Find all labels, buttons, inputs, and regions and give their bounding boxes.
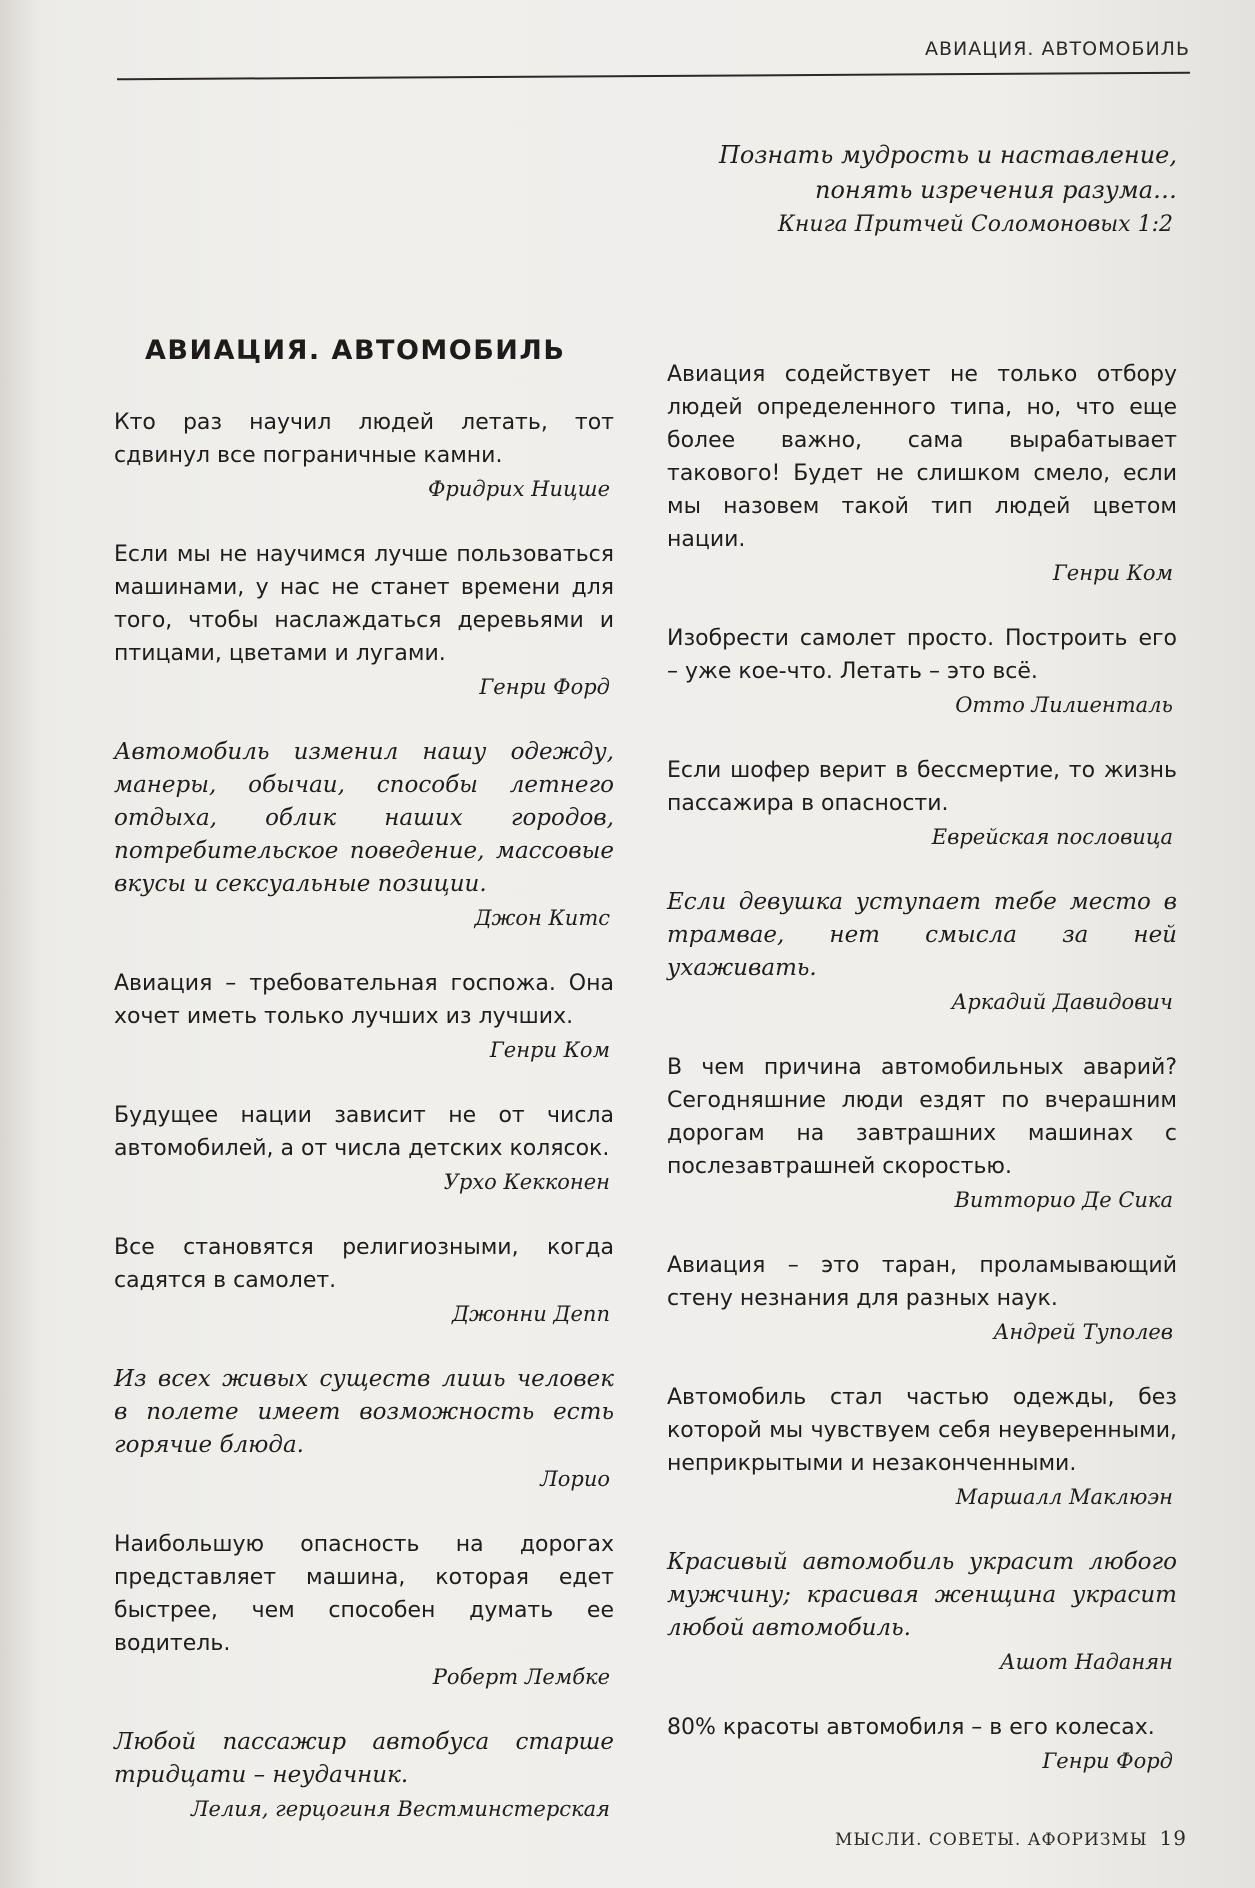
quote-item (114, 736, 614, 933)
footer-book-title: МЫСЛИ. СОВЕТЫ. АФОРИЗМЫ (834, 1830, 1148, 1850)
quote-text: Если мы не научимся лучше пользоваться машинами, у нас не станет времени для того, чтобы наслаждаться деревьями и птицами, цветами и лугами. (114, 542, 614, 666)
quote-author: Лорио (540, 1467, 610, 1491)
quote-author: Генри Форд (479, 675, 610, 699)
quote-item (114, 1099, 614, 1197)
quote-text: Кто раз научил людей летать, тот сдвинул все пограничные камни. (114, 410, 614, 468)
header-rule (117, 72, 1190, 81)
quote-author: Генри Ком (1052, 561, 1173, 585)
quote-item (667, 1546, 1177, 1677)
right-column (667, 138, 1177, 1810)
quote-author: Ашот Наданян (999, 1650, 1173, 1674)
quote-author: Еврейская пословица (931, 825, 1173, 849)
running-header: АВИАЦИЯ. АВТОМОБИЛЬ (925, 38, 1190, 60)
quote-text: Будущее нации зависит не от числа автомобилей, а от числа детских колясок. (114, 1103, 614, 1161)
quote-item (114, 406, 614, 504)
quote-item (114, 1528, 614, 1692)
quote-text: Любой пассажир автобуса старше тридцати – неудачник. (114, 1729, 614, 1788)
quote-author: Джон Китс (474, 906, 610, 930)
left-column (114, 335, 614, 1858)
page-number: 19 (1159, 1826, 1187, 1850)
quote-author: Фридрих Ницше (427, 477, 610, 501)
quote-item (667, 754, 1177, 852)
quote-text: Автомобиль изменил нашу одежду, манеры, обычаи, способы летнего отдыха, облик наших городов, потребительское поведение, массовые вкусы и сексуальные позиции. (114, 739, 614, 897)
quote-item (667, 886, 1177, 1017)
quote-item (667, 1051, 1177, 1215)
right-quote-list (667, 358, 1177, 1776)
quote-item (667, 358, 1177, 588)
quote-text: В чем причина автомобильных аварий? Сегодняшние люди ездят по вчерашним дорогам на завтрашних машинах с послезавтрашней скоростью. (667, 1055, 1177, 1179)
quote-text: Из всех живых существ лишь человек в полете имеет возможность есть горячие блюда. (114, 1366, 614, 1458)
quote-item (114, 1231, 614, 1329)
quote-text: 80% красоты автомобиля – в его колесах. (667, 1715, 1155, 1740)
quote-text: Все становятся религиозными, когда садятся в самолет. (114, 1235, 614, 1293)
quote-item (114, 1726, 614, 1824)
quote-text: Если шофер верит в бессмертие, то жизнь пассажира в опасности. (667, 758, 1177, 816)
quote-author: Джонни Депп (451, 1302, 610, 1326)
quote-author: Маршалл Маклюэн (955, 1485, 1173, 1509)
quote-author: Роберт Лембке (432, 1665, 610, 1689)
quote-item (114, 967, 614, 1065)
left-quote-list (114, 406, 614, 1824)
quote-item (667, 1249, 1177, 1347)
quote-author: Витторио Де Сика (954, 1188, 1173, 1212)
quote-author: Аркадий Давидович (951, 990, 1173, 1014)
quote-text: Наибольшую опасность на дорогах представляет машина, которая едет быстрее, чем способен думать ее водитель. (114, 1532, 614, 1656)
quote-text: Авиация – требовательная госпожа. Она хочет иметь только лучших из лучших. (114, 971, 614, 1029)
quote-author: Генри Форд (1042, 1749, 1173, 1773)
quote-text: Авиация – это таран, проламывающий стену незнания для разных наук. (667, 1253, 1177, 1311)
quote-author: Урхо Кекконен (443, 1170, 610, 1194)
quote-author: Генри Ком (489, 1038, 610, 1062)
quote-text: Если девушка уступает тебе место в трамвае, нет смысла за ней ухаживать. (667, 889, 1177, 981)
quote-text: Авиация содействует не только отбору людей определенного типа, но, что еще более важно, сама вырабатывает такового! Будет не слишком смело, если мы назовем такой тип людей цветом нации. (667, 362, 1177, 552)
section-title: АВИАЦИЯ. АВТОМОБИЛЬ (145, 335, 566, 366)
quote-item (667, 622, 1177, 720)
epigraph (667, 138, 1177, 240)
quote-item (114, 538, 614, 702)
quote-text: Красивый автомобиль украсит любого мужчину; красивая женщина украсит любой автомобиль. (667, 1549, 1177, 1641)
quote-item (667, 1381, 1177, 1512)
quote-text: Автомобиль стал частью одежды, без которой мы чувствуем себя неуверенными, неприкрытыми и незаконченными. (667, 1385, 1177, 1476)
quote-item (667, 1711, 1177, 1776)
quote-text: Изобрести самолет просто. Построить его – уже кое-что. Летать – это всё. (667, 626, 1177, 684)
quote-author: Отто Лилиенталь (955, 693, 1173, 717)
epigraph-text: Познать мудрость и наставление, понять изречения разума… (718, 141, 1177, 204)
quote-item (114, 1363, 614, 1494)
quote-author: Лелия, герцогиня Вестминстерская (190, 1797, 610, 1821)
quote-author: Андрей Туполев (993, 1320, 1173, 1344)
page-footer (835, 1826, 1187, 1850)
epigraph-source: Книга Притчей Соломоновых 1:2 (777, 212, 1173, 237)
